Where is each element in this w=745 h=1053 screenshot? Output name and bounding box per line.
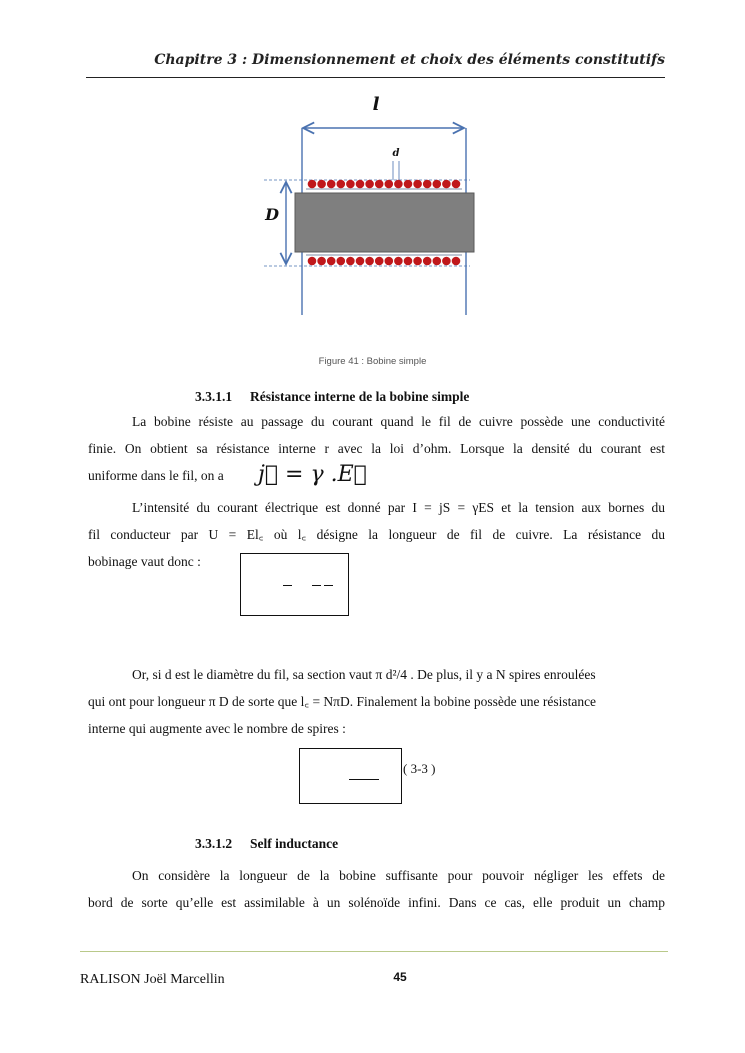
fraction-bar bbox=[324, 585, 333, 586]
wire-turn bbox=[433, 180, 442, 189]
diameter-label: D bbox=[265, 205, 279, 224]
text-line: interne qui augmente avec le nombre de spires : bbox=[88, 721, 346, 736]
wire-turn bbox=[442, 257, 451, 266]
section-title: Résistance interne de la bobine simple bbox=[250, 389, 470, 404]
chapter-header: Chapitre 3 : Dimensionnement et choix des éléments constitutifs bbox=[154, 52, 665, 68]
section-title: Self inductance bbox=[250, 836, 339, 851]
wire-turn bbox=[413, 257, 422, 266]
wire-diameter-label: d bbox=[392, 148, 400, 159]
length-label: l bbox=[372, 94, 380, 115]
wire-turn bbox=[452, 257, 461, 266]
wire-turn bbox=[337, 257, 346, 266]
wire-turn bbox=[308, 257, 317, 266]
section-heading-resistance bbox=[195, 389, 469, 405]
fraction-bar bbox=[283, 585, 292, 586]
wire-turn bbox=[442, 180, 451, 189]
wire-turn bbox=[327, 180, 336, 189]
coil-figure bbox=[0, 0, 745, 340]
text-line: qui ont pour longueur π D de sorte que l꜀ = NπD. Finalement la bobine possède une résistance bbox=[88, 694, 597, 709]
wire-turn bbox=[404, 257, 413, 266]
wire-turn bbox=[317, 180, 326, 189]
wire-turn bbox=[308, 180, 317, 189]
coil-core bbox=[295, 193, 474, 252]
wire-turn bbox=[346, 257, 355, 266]
wire-turn bbox=[365, 257, 374, 266]
wire-turn bbox=[346, 180, 355, 189]
text-line: fil conducteur par U = El꜀ où l꜀ désigne la longueur de fil de cuivre. La résistance du bbox=[88, 527, 665, 542]
page-number: 45 bbox=[393, 970, 407, 984]
wire-turn bbox=[375, 257, 384, 266]
wire-turn bbox=[423, 180, 432, 189]
wire-turn bbox=[433, 257, 442, 266]
top-winding-row bbox=[308, 180, 461, 189]
bottom-winding-row bbox=[308, 257, 461, 266]
wire-turn bbox=[413, 180, 422, 189]
wire-turn bbox=[394, 180, 403, 189]
wire-turn bbox=[327, 257, 336, 266]
text-line: bobinage vaut donc : bbox=[88, 554, 201, 569]
wire-turn bbox=[394, 257, 403, 266]
text-line: Or, si d est le diamètre du fil, sa section vaut π d²/4 . De plus, il y a N spires enroulées bbox=[132, 667, 596, 682]
text-line: uniforme dans le fil, on a bbox=[88, 468, 224, 483]
wire-turn bbox=[317, 257, 326, 266]
wire-turn bbox=[404, 180, 413, 189]
figure-caption: Figure 41 : Bobine simple bbox=[318, 356, 427, 367]
footer-rule bbox=[80, 951, 668, 952]
equation-current-density: j⃗ = γ .E⃗ bbox=[258, 462, 367, 487]
wire-turn bbox=[385, 257, 394, 266]
wire-turn bbox=[385, 180, 394, 189]
footer-author: RALISON Joël Marcellin bbox=[80, 972, 225, 987]
wire-turn bbox=[365, 180, 374, 189]
fraction-bar bbox=[312, 585, 321, 586]
text-line: L’intensité du courant électrique est donné par I = jS = γES et la tension aux bornes du bbox=[132, 500, 665, 515]
section-heading-inductance bbox=[195, 836, 338, 852]
wire-turn bbox=[452, 180, 461, 189]
equation-number: ( 3-3 ) bbox=[403, 761, 436, 776]
text-line: On considère la longueur de la bobine suffisante pour pouvoir négliger les effets de bbox=[132, 868, 665, 883]
wire-turn bbox=[337, 180, 346, 189]
text-line: finie. On obtient sa résistance interne r avec la loi d’ohm. Lorsque la densité du courant est bbox=[88, 441, 665, 456]
section-number: 3.3.1.1 bbox=[195, 389, 233, 404]
wire-turn bbox=[356, 180, 365, 189]
equation-box-3-3 bbox=[299, 748, 402, 804]
equation-box-resistance bbox=[240, 553, 349, 616]
wire-turn bbox=[356, 257, 365, 266]
section-number: 3.3.1.2 bbox=[195, 836, 233, 851]
text-line: bord de sorte qu’elle est assimilable à un solénoïde infini. Dans ce cas, elle produit un champ bbox=[88, 895, 665, 910]
wire-turn bbox=[375, 180, 384, 189]
text-line: La bobine résiste au passage du courant quand le fil de cuivre possède une conductivité bbox=[132, 414, 665, 429]
fraction-bar bbox=[349, 779, 379, 780]
wire-turn bbox=[423, 257, 432, 266]
